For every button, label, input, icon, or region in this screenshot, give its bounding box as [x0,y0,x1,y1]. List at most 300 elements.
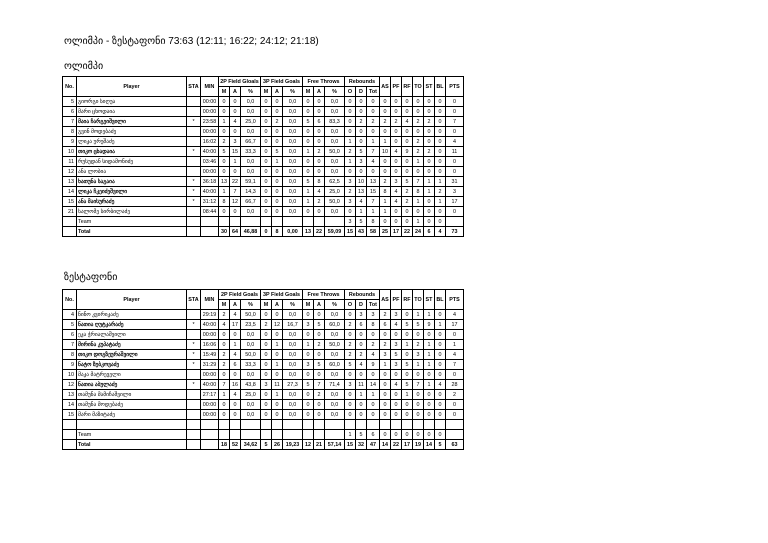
cell-3p-pct: 0,0 [283,97,303,107]
game-title: ოლიმპი - ზესტაფონი 73:63 (12:11; 16:22; 24:12; 21:18) [64,36,319,47]
cell-as: 3 [380,350,391,360]
cell-empty [241,420,261,430]
cell-reb-d: 0 [356,410,367,420]
cell-reb-tot: 0 [367,330,380,340]
cell-as: 0 [380,167,391,177]
cell-ft-a: 2 [314,197,325,207]
cell-player: Total [77,227,187,237]
cell-reb-o: 1 [345,430,356,440]
cell-st: 2 [424,147,435,157]
cell-reb-o: 0 [345,107,356,117]
cell-2p-a: 6 [230,360,241,370]
cell-rf: 0 [402,97,413,107]
column-subheader: % [283,87,303,97]
cell-bl: 0 [435,97,446,107]
cell-no: 14 [63,187,77,197]
cell-empty [325,420,345,430]
cell-3p-pct: 0,0 [283,197,303,207]
cell-player: ხათუნა საგაია [77,177,187,187]
cell-reb-tot: 47 [367,440,380,450]
cell-no: 12 [63,380,77,390]
cell-pts: 0 [446,410,464,420]
cell-as: 0 [380,127,391,137]
column-subheader: A [272,87,283,97]
cell-ft-pct: 0,0 [325,390,345,400]
cell-ft-m: 0 [303,390,314,400]
cell-3p-m: 0 [261,117,272,127]
cell-2p-a: 17 [230,320,241,330]
player-row [63,370,464,380]
cell-3p-m: 0 [261,340,272,350]
column-subheader: M [303,87,314,97]
cell-bl: 0 [435,410,446,420]
cell-to: 0 [413,167,424,177]
column-subheader: D [356,300,367,310]
cell-3p-m: 0 [261,197,272,207]
cell-3p-m: 0 [261,97,272,107]
cell-to: 0 [413,97,424,107]
cell-empty [435,420,446,430]
cell-reb-o: 0 [345,97,356,107]
cell-pf: 4 [391,147,402,157]
cell-3p-m: 0 [261,187,272,197]
cell-rf: 9 [402,147,413,157]
cell-reb-d: 43 [356,227,367,237]
cell-to: 0 [413,390,424,400]
cell-rf: 0 [402,127,413,137]
cell-sta: * [187,340,201,350]
cell-reb-o: 3 [345,197,356,207]
cell-st: 0 [424,167,435,177]
cell-rf: 4 [402,117,413,127]
cell-min: 40:00 [201,320,219,330]
cell-as: 0 [380,370,391,380]
column-header: TO [413,77,424,97]
cell-bl: 0 [435,350,446,360]
cell-bl: 0 [435,167,446,177]
cell-reb-d: 5 [356,147,367,157]
cell-no: 15 [63,410,77,420]
column-header: Rebounds [345,290,380,300]
player-row [63,350,464,360]
cell-2p-pct: 0,0 [241,330,261,340]
cell-to: 0 [413,370,424,380]
cell-ft-m: 0 [303,207,314,217]
cell-as: 2 [380,177,391,187]
column-subheader: % [325,87,345,97]
cell-2p-a: 0 [230,370,241,380]
cell-no: 5 [63,97,77,107]
cell-player: თიკო დოგზეურაშვილი [77,350,187,360]
blank-row [63,420,464,430]
cell-3p-m: 0 [261,137,272,147]
cell-3p-a: 0 [272,310,283,320]
cell-3p-a: 0 [272,410,283,420]
cell-reb-d: 2 [356,350,367,360]
cell-2p-a: 4 [230,390,241,400]
cell-player: ანა მაისურაძე [77,197,187,207]
cell-as: 0 [380,157,391,167]
cell-pf: 0 [391,127,402,137]
cell-to: 1 [413,217,424,227]
cell-pf: 5 [391,350,402,360]
cell-no: 7 [63,117,77,127]
cell-player: მარი ცხოდაია [77,107,187,117]
cell-to: 0 [413,127,424,137]
cell-st: 0 [424,157,435,167]
cell-2p-pct: 59,1 [241,177,261,187]
cell-bl: 0 [435,400,446,410]
cell-pf: 0 [391,400,402,410]
cell-2p-m: 0 [219,370,230,380]
cell-3p-a: 0 [272,107,283,117]
cell-min: 00:00 [201,127,219,137]
cell-ft-pct: 0,0 [325,107,345,117]
column-subheader: M [261,300,272,310]
column-header: RF [402,77,413,97]
column-header: Free Throws [303,290,345,300]
column-subheader: O [345,300,356,310]
cell-2p-pct: 43,8 [241,380,261,390]
cell-empty [77,420,187,430]
cell-no [63,227,77,237]
cell-to: 7 [413,380,424,390]
cell-st: 1 [424,350,435,360]
cell-no: 11 [63,157,77,167]
cell-3p-a: 26 [272,440,283,450]
cell-st: 0 [424,400,435,410]
cell-empty [63,420,77,430]
cell-2p-m [219,430,230,440]
cell-ft-m [303,430,314,440]
cell-2p-a: 22 [230,177,241,187]
cell-sta: * [187,380,201,390]
column-header: No. [63,77,77,97]
cell-rf: 1 [402,340,413,350]
cell-ft-pct [325,430,345,440]
cell-ft-a: 0 [314,370,325,380]
cell-ft-a: 2 [314,147,325,157]
cell-ft-pct: 50,0 [325,147,345,157]
cell-player: ეკა ჭრიალაშვილი [77,330,187,340]
column-header: STA [187,290,201,310]
cell-ft-a: 4 [314,187,325,197]
cell-player: მაკა მატრეველი [77,370,187,380]
cell-empty [356,420,367,430]
player-row [63,360,464,370]
column-header: PTS [446,290,464,310]
cell-st: 9 [424,320,435,330]
column-subheader: A [314,87,325,97]
cell-rf: 0 [402,330,413,340]
cell-ft-pct: 62,5 [325,177,345,187]
cell-rf: 1 [402,390,413,400]
player-row [63,320,464,330]
cell-3p-pct: 0,0 [283,117,303,127]
cell-3p-pct: 27,3 [283,380,303,390]
cell-reb-tot: 7 [367,197,380,207]
cell-min: 00:00 [201,330,219,340]
cell-player: გიორგი სიღუა [77,97,187,107]
cell-ft-m: 0 [303,127,314,137]
cell-ft-m: 1 [303,187,314,197]
cell-ft-a: 0 [314,330,325,340]
cell-pts [446,217,464,227]
cell-bl: 0 [435,137,446,147]
cell-2p-pct: 50,0 [241,350,261,360]
cell-player: თამუნა მოდებაძე [77,400,187,410]
cell-st: 0 [424,410,435,420]
cell-ft-a: 2 [314,390,325,400]
cell-2p-pct: 46,88 [241,227,261,237]
team-rebounds-row [63,430,464,440]
cell-3p-pct [283,217,303,227]
cell-2p-a: 3 [230,137,241,147]
cell-st: 0 [424,207,435,217]
cell-to: 0 [413,410,424,420]
cell-sta [187,167,201,177]
cell-reb-tot: 0 [367,400,380,410]
cell-pf: 0 [391,137,402,147]
cell-st: 0 [424,137,435,147]
cell-3p-m: 0 [261,360,272,370]
cell-2p-m: 18 [219,440,230,450]
cell-3p-pct: 0,0 [283,410,303,420]
cell-as: 0 [380,390,391,400]
cell-as: 1 [380,137,391,147]
cell-as: 0 [380,107,391,117]
cell-rf: 2 [402,197,413,207]
cell-to: 0 [413,400,424,410]
cell-3p-pct: 0,0 [283,400,303,410]
cell-sta [187,207,201,217]
cell-ft-m: 0 [303,157,314,167]
cell-bl: 4 [435,380,446,390]
cell-reb-d: 4 [356,197,367,207]
cell-reb-tot: 58 [367,227,380,237]
cell-to: 19 [413,440,424,450]
cell-player: გვინ მოდებაძე [77,127,187,137]
player-row [63,410,464,420]
cell-player: ნათია აბულაძე [77,380,187,390]
cell-reb-o: 0 [345,410,356,420]
cell-player: ლიკა ურუშაძე [77,137,187,147]
cell-ft-pct: 0,0 [325,137,345,147]
cell-pts: 0 [446,157,464,167]
cell-min: 31:12 [201,197,219,207]
column-header: AS [380,77,391,97]
cell-3p-a: 0 [272,370,283,380]
cell-3p-m: 0 [261,390,272,400]
cell-ft-a: 5 [314,360,325,370]
cell-ft-a: 0 [314,310,325,320]
cell-ft-m: 3 [303,360,314,370]
cell-min: 03:46 [201,157,219,167]
cell-3p-m: 0 [261,147,272,157]
cell-ft-a: 21 [314,440,325,450]
cell-pf: 0 [391,430,402,440]
cell-st: 2 [424,117,435,127]
cell-st: 0 [424,370,435,380]
cell-st: 0 [424,430,435,440]
cell-pts: 63 [446,440,464,450]
cell-3p-pct: 0,0 [283,360,303,370]
column-header: TO [413,290,424,310]
cell-3p-m: 5 [261,440,272,450]
cell-reb-o: 3 [345,217,356,227]
cell-as: 0 [380,97,391,107]
column-subheader: M [219,87,230,97]
cell-min [201,227,219,237]
cell-min: 40:00 [201,380,219,390]
cell-pf: 3 [391,360,402,370]
cell-to: 24 [413,227,424,237]
cell-bl: 0 [435,117,446,127]
player-row [63,107,464,117]
cell-pf: 0 [391,217,402,227]
total-row [63,227,464,237]
cell-2p-pct: 0,0 [241,370,261,380]
cell-st: 1 [424,310,435,320]
column-header: Free Throws [303,77,345,87]
cell-player: მირინა კუპატაძე [77,340,187,350]
cell-2p-pct: 0,0 [241,207,261,217]
cell-3p-m: 0 [261,400,272,410]
cell-reb-tot: 9 [367,360,380,370]
cell-pts: 7 [446,360,464,370]
cell-sta: * [187,320,201,330]
cell-3p-a: 1 [272,157,283,167]
cell-ft-a: 22 [314,227,325,237]
cell-min: 40:00 [201,187,219,197]
cell-2p-a: 52 [230,440,241,450]
cell-2p-a: 16 [230,380,241,390]
cell-pts: 73 [446,227,464,237]
cell-3p-pct: 0,0 [283,147,303,157]
cell-min: 00:00 [201,107,219,117]
cell-bl: 0 [435,147,446,157]
cell-empty [413,420,424,430]
cell-sta: * [187,197,201,207]
cell-pf: 2 [391,117,402,127]
cell-ft-m: 1 [303,197,314,207]
cell-player: Team [77,217,187,227]
cell-3p-pct: 0,00 [283,227,303,237]
cell-3p-a: 0 [272,167,283,177]
cell-min [201,440,219,450]
cell-reb-o: 0 [345,167,356,177]
column-header: AS [380,290,391,310]
header-row [63,290,464,300]
player-row [63,137,464,147]
cell-3p-m: 0 [261,370,272,380]
cell-to: 1 [413,157,424,167]
cell-empty [424,420,435,430]
player-row [63,167,464,177]
cell-player: მაია ჩარგეიშვილი [77,117,187,127]
cell-no: 13 [63,390,77,400]
cell-rf: 0 [402,137,413,147]
cell-2p-m: 7 [219,380,230,390]
cell-reb-d: 0 [356,340,367,350]
cell-as: 0 [380,330,391,340]
cell-bl: 0 [435,207,446,217]
cell-player: რუსუდან სიდამონიძე [77,157,187,167]
cell-reb-d: 0 [356,137,367,147]
cell-st: 0 [424,217,435,227]
cell-ft-m: 0 [303,370,314,380]
cell-player: მარი მაზიტაძე [77,410,187,420]
cell-rf: 2 [402,187,413,197]
cell-2p-m: 1 [219,187,230,197]
cell-bl: 0 [435,310,446,320]
cell-pts: 0 [446,167,464,177]
cell-3p-a: 0 [272,97,283,107]
cell-no: 5 [63,320,77,330]
cell-reb-o: 3 [345,380,356,390]
cell-as: 6 [380,320,391,330]
cell-reb-d: 1 [356,207,367,217]
cell-reb-tot: 14 [367,380,380,390]
cell-empty [446,420,464,430]
cell-3p-pct: 0,0 [283,207,303,217]
player-row [63,207,464,217]
cell-rf: 22 [402,227,413,237]
cell-rf: 0 [402,107,413,117]
cell-min: 00:00 [201,370,219,380]
cell-as: 1 [380,207,391,217]
cell-bl: 0 [435,340,446,350]
player-row [63,177,464,187]
cell-to: 2 [413,340,424,350]
cell-as: 25 [380,227,391,237]
cell-sta [187,370,201,380]
cell-empty [201,420,219,430]
cell-sta [187,430,201,440]
cell-min: 36:18 [201,177,219,187]
cell-sta: * [187,350,201,360]
cell-2p-a [230,217,241,227]
cell-2p-a [230,430,241,440]
cell-pf: 0 [391,410,402,420]
cell-to: 1 [413,360,424,370]
cell-min: 16:06 [201,340,219,350]
cell-3p-a [272,217,283,227]
cell-st: 0 [424,330,435,340]
cell-sta [187,410,201,420]
cell-no: 6 [63,107,77,117]
cell-3p-m: 0 [261,227,272,237]
cell-3p-m [261,217,272,227]
column-header: 3P Field Goals [261,77,303,87]
cell-to: 3 [413,350,424,360]
cell-3p-a: 1 [272,390,283,400]
cell-3p-pct: 0,0 [283,370,303,380]
cell-2p-m: 2 [219,360,230,370]
cell-bl: 0 [435,390,446,400]
cell-empty [345,420,356,430]
cell-ft-a: 0 [314,127,325,137]
cell-3p-m: 0 [261,410,272,420]
cell-reb-d: 6 [356,320,367,330]
cell-3p-a: 0 [272,127,283,137]
cell-to: 7 [413,177,424,187]
cell-ft-m [303,217,314,227]
player-row [63,310,464,320]
cell-3p-pct: 0,0 [283,177,303,187]
cell-empty [230,420,241,430]
cell-empty [314,420,325,430]
